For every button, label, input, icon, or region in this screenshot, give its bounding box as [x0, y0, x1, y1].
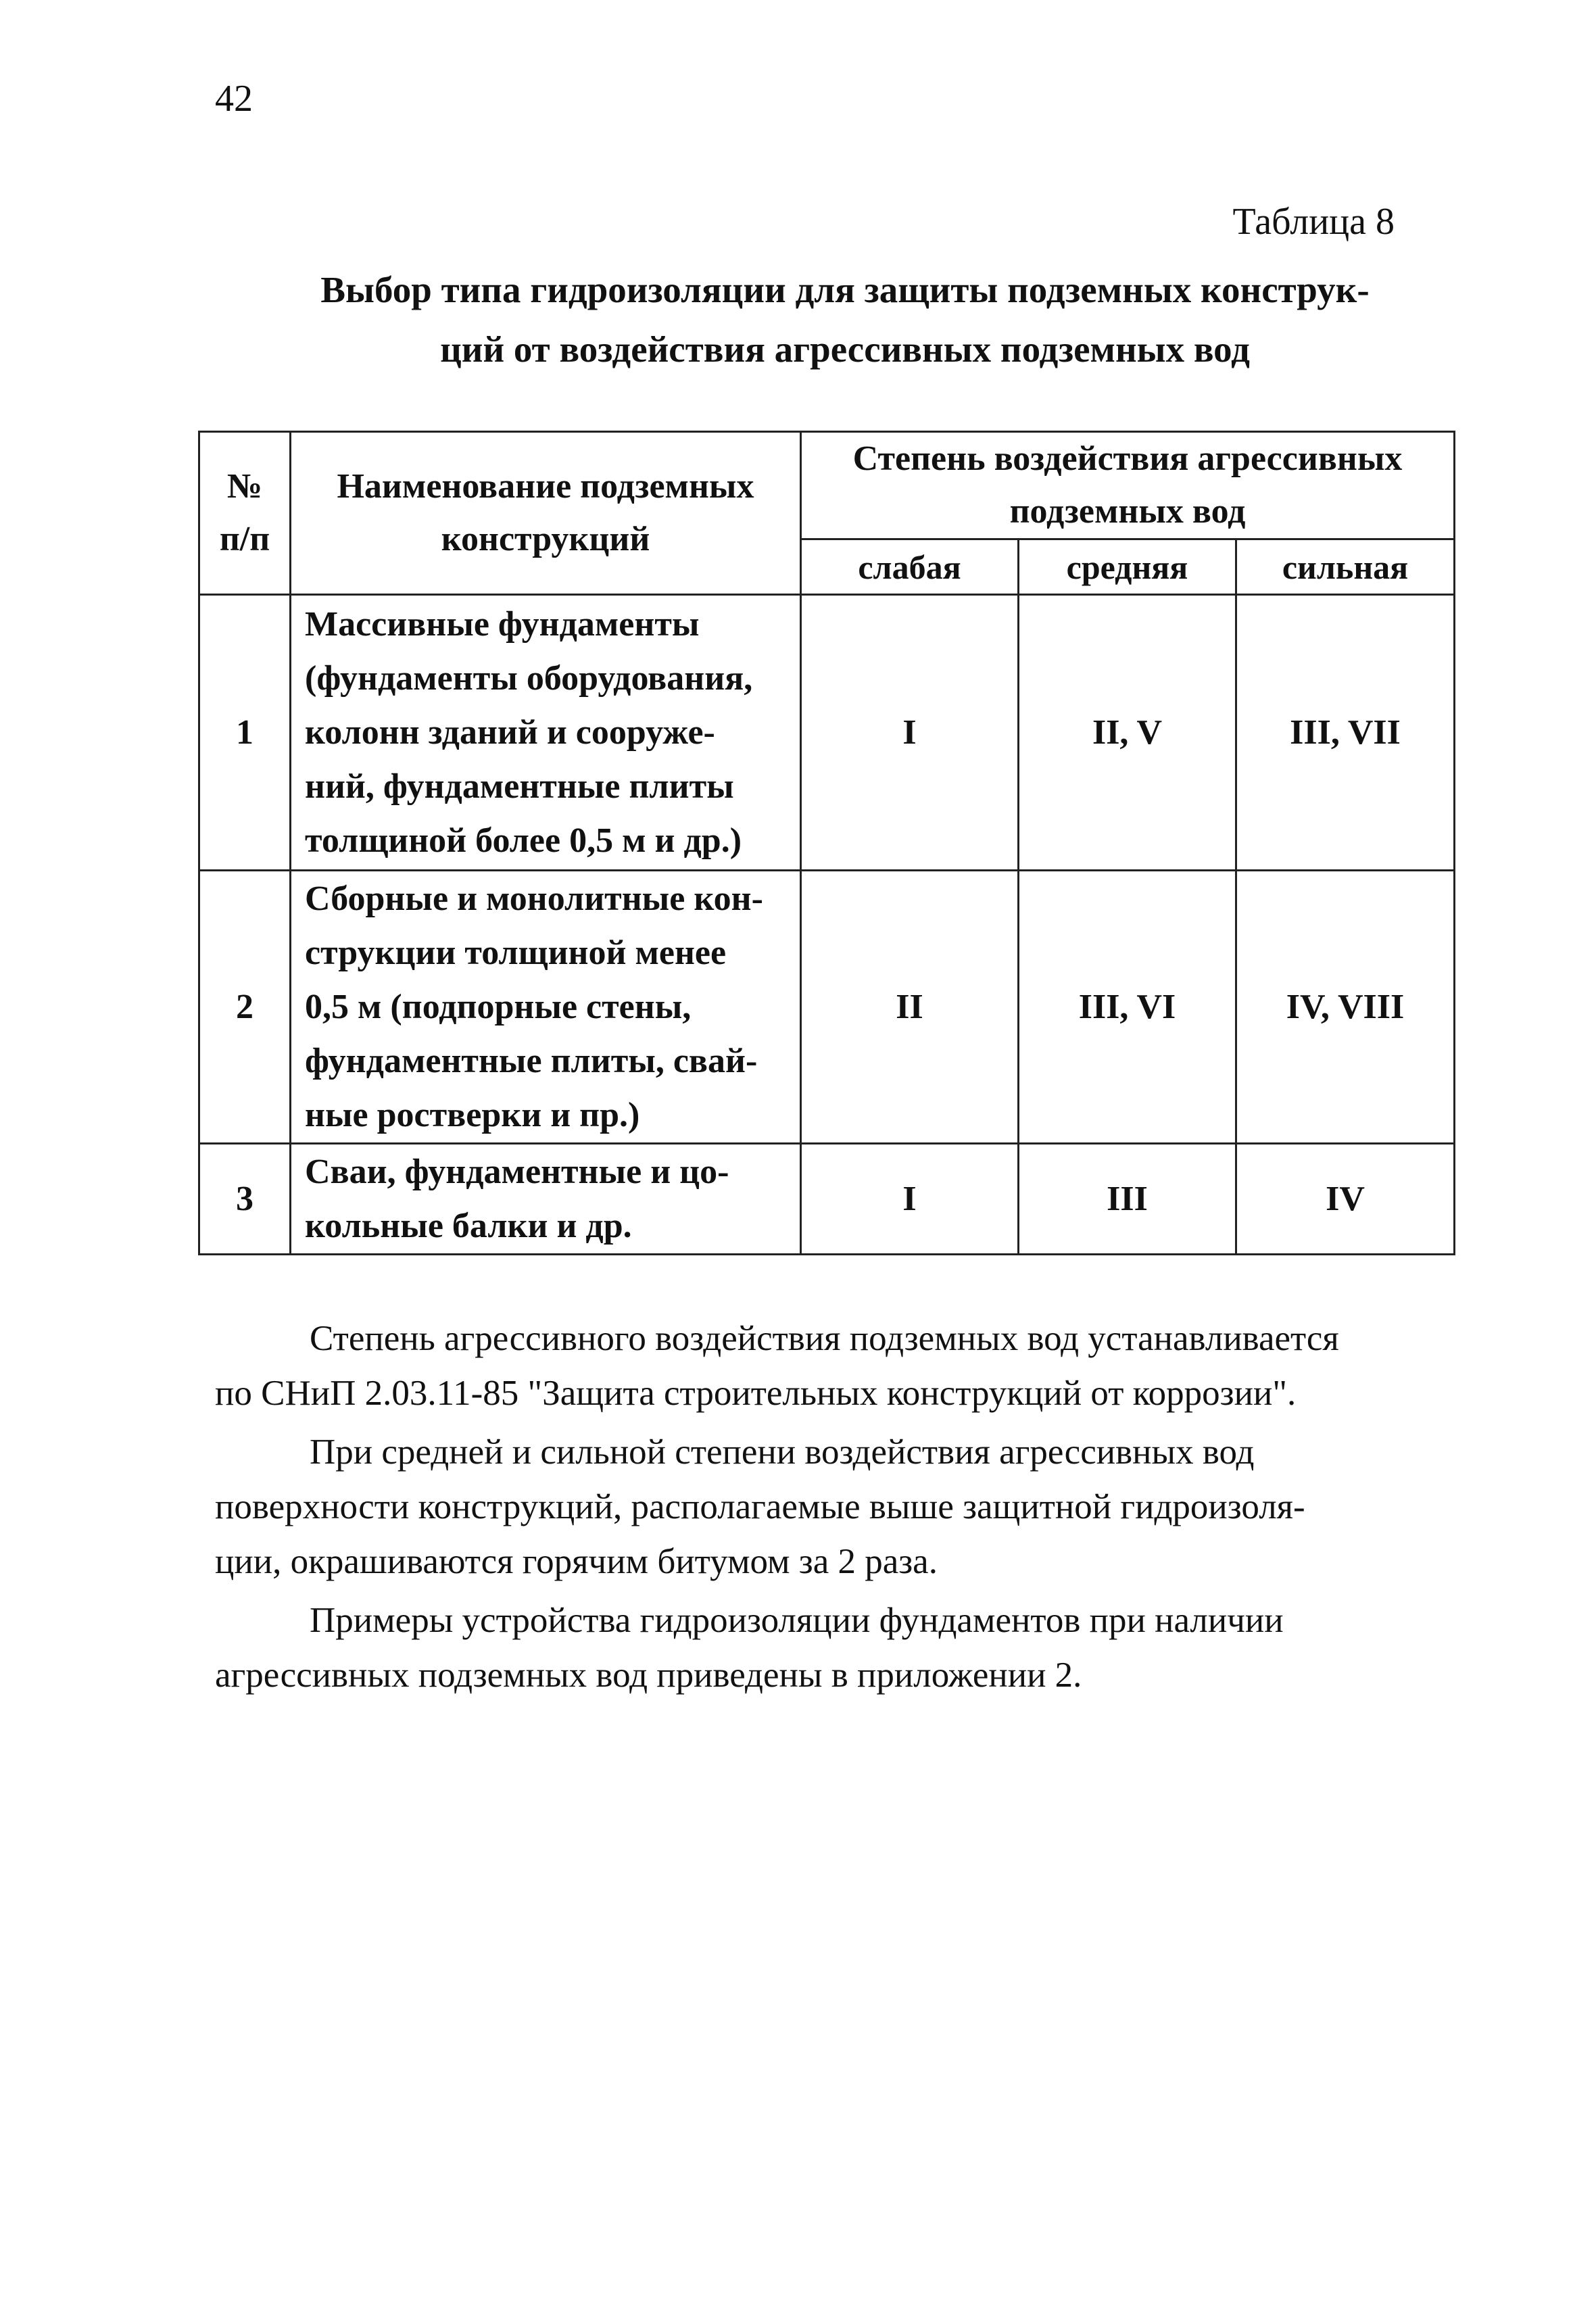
row-strong: IV — [1236, 1144, 1455, 1255]
table-header-row — [199, 432, 1455, 539]
row-name-line: колонн зданий и сооруже- — [305, 713, 715, 752]
table-row — [199, 1144, 1455, 1255]
row-num: 3 — [199, 1144, 291, 1255]
row-medium: III — [1019, 1144, 1236, 1255]
row-strong: IV, VIII — [1236, 871, 1455, 1144]
header-name-line: Наименование подземных — [337, 467, 754, 506]
row-name-line: фундаментные плиты, свай- — [305, 1041, 758, 1080]
row-strong: III, VII — [1236, 595, 1455, 871]
paragraph-line: по СНиП 2.03.11-85 "Защита строительных конструкций от коррозии". — [215, 1374, 1297, 1413]
row-name-line: кольные балки и др. — [305, 1206, 632, 1245]
header-degree-line: Степень воздействия агрессивных — [852, 439, 1403, 478]
row-medium: II, V — [1019, 595, 1236, 871]
row-num: 1 — [199, 595, 291, 871]
table-row — [199, 595, 1455, 871]
row-medium: III, VI — [1019, 871, 1236, 1144]
row-name-line: толщиной более 0,5 м и др.) — [305, 821, 742, 860]
row-weak: II — [801, 871, 1019, 1144]
header-degree-line: подземных вод — [1009, 492, 1246, 531]
row-name-line: (фундаменты оборудования, — [305, 658, 753, 698]
header-num-line: п/п — [219, 520, 270, 558]
table-title-line: Выбор типа гидроизоляции для защиты подземных конструк- — [320, 269, 1370, 310]
paragraph — [215, 1593, 1391, 1703]
paragraph-line: При средней и сильной степени воздействия агрессивных вод — [310, 1432, 1255, 1472]
header-strong: сильная — [1236, 539, 1455, 595]
header-degree — [801, 432, 1455, 539]
row-name — [291, 871, 801, 1144]
row-weak: I — [801, 595, 1019, 871]
row-name-line: ний, фундаментные плиты — [305, 767, 734, 806]
waterproofing-table — [198, 431, 1455, 1255]
row-num: 2 — [199, 871, 291, 1144]
row-name-line: Сборные и монолитные кон- — [305, 879, 763, 918]
page-number: 42 — [215, 78, 253, 120]
row-name — [291, 595, 801, 871]
paragraph-line: Примеры устройства гидроизоляции фундаментов при наличии — [310, 1601, 1284, 1640]
table-title — [257, 260, 1433, 379]
paragraph — [215, 1311, 1391, 1421]
header-num-line: № — [226, 467, 263, 506]
row-name-line: Массивные фундаменты — [305, 604, 700, 644]
paragraph — [215, 1425, 1391, 1589]
paragraph-line: Степень агрессивного воздействия подземных вод устанавливается — [310, 1319, 1339, 1358]
table-title-line: ций от воздействия агрессивных подземных вод — [440, 329, 1250, 370]
header-num — [199, 432, 291, 595]
row-name — [291, 1144, 801, 1255]
row-name-line: ные ростверки и пр.) — [305, 1095, 640, 1134]
paragraph-line: агрессивных подземных вод приведены в приложении 2. — [215, 1656, 1082, 1695]
header-medium: средняя — [1019, 539, 1236, 595]
header-name — [291, 432, 801, 595]
header-weak: слабая — [801, 539, 1019, 595]
row-name-line: 0,5 м (подпорные стены, — [305, 987, 692, 1026]
paragraph-line: ции, окрашиваются горячим битумом за 2 раза. — [215, 1542, 938, 1581]
header-name-line: конструкций — [441, 520, 650, 558]
row-weak: I — [801, 1144, 1019, 1255]
row-name-line: Сваи, фундаментные и цо- — [305, 1152, 729, 1191]
table-row — [199, 871, 1455, 1144]
paragraph-line: поверхности конструкций, располагаемые выше защитной гидроизоля- — [215, 1487, 1305, 1526]
table-label: Таблица 8 — [1232, 201, 1395, 243]
row-name-line: струкции толщиной менее — [305, 933, 727, 972]
